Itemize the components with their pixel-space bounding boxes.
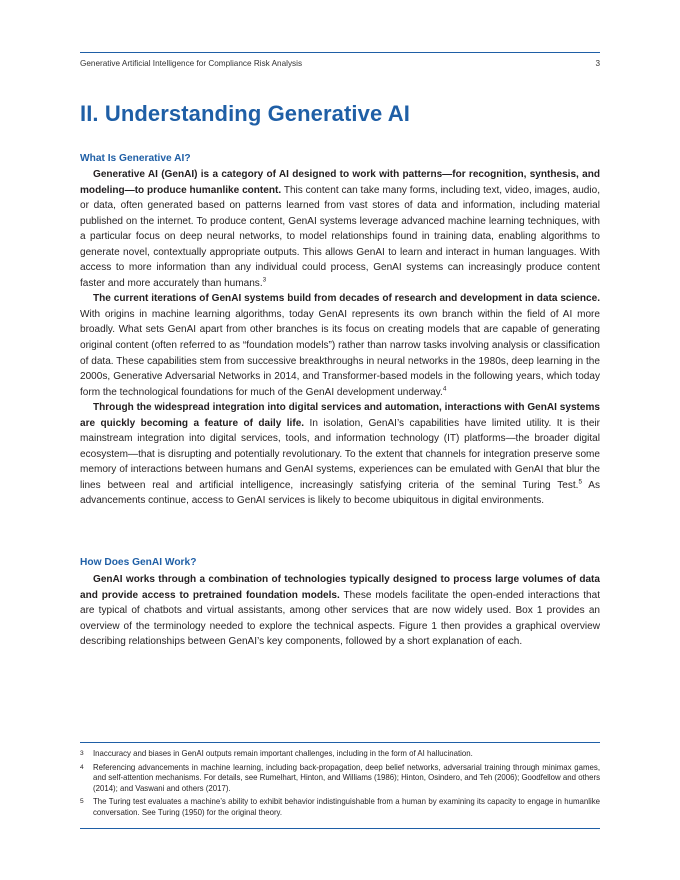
footnote-rule-top bbox=[80, 742, 600, 743]
subsection-body-how-genai-works bbox=[80, 572, 600, 650]
footnote-ref[interactable]: 3 bbox=[262, 276, 267, 284]
header-rule bbox=[80, 52, 600, 53]
footnote-ref[interactable]: 5 bbox=[578, 478, 583, 486]
paragraph bbox=[80, 167, 600, 291]
subsection-heading-how-genai-works: How Does GenAI Work? bbox=[80, 557, 197, 568]
running-header bbox=[80, 59, 600, 71]
footnote-item bbox=[80, 763, 600, 795]
footnote-text: Referencing advancements in machine learning, including back-propagation, deep belief networks, adversarial training through minimax games, and self-attention mechanisms. For details, see Rumelhart, Hinton, and Williams (1986); Hinton, Osindero, and Teh (2006); Goodfellow and others (2014); and Vaswani and others (2017). bbox=[93, 762, 600, 793]
footnote-number: 3 bbox=[80, 750, 84, 757]
footnote-ref[interactable]: 4 bbox=[442, 385, 447, 393]
section-title: II. Understanding Generative AI bbox=[80, 101, 410, 126]
footnote-text: Inaccuracy and biases in GenAI outputs remain important challenges, including in the form of AI hallucination. bbox=[93, 749, 473, 758]
footnotes bbox=[80, 749, 600, 822]
paragraph-lead: GenAI works through a combination of technologies typically designed to process large volumes of data and provide access to pretrained foundation models. bbox=[80, 574, 600, 601]
paragraph-text: With origins in machine learning algorithms, today GenAI represents its own branch within the field of AI more broadly. What sets GenAI apart from other branches is its focus on creating models that are capable of generating original content (often referred to as “foundation models”) rather than narrow tasks involving analysis or classification of data. These capabilities stem from successive breakthroughs in neural networks in the 1980s, deep learning in the 2000s, Generative Adversarial Networks in 2014, and Transformer-based models in the following years, which today form the technological foundations for much of the GenAI development underway. bbox=[80, 308, 600, 398]
footnote-item bbox=[80, 749, 600, 760]
paragraph-text: In isolation, GenAI’s capabilities have limited utility. It is their mainstream integration into digital services, tools, and information technology (IT) platforms—the broader digital ecosystem—that is disrupting and potentially revolutionary. To the extent that channels for integration preserve some memory of interactions between humans and GenAI systems, experiences can be emulated with GenAI that blur the lines between real and artificial intelligence, increasingly satisfying criteria of the seminal Turing Test. bbox=[80, 417, 601, 491]
subsection-heading-what-is-genai: What Is Generative AI? bbox=[80, 153, 191, 164]
paragraph bbox=[80, 572, 600, 650]
paragraph-text: These models facilitate the open-ended interactions that are typical of chatbots and virtual assistants, among other services that are now widely used. Box 1 provides an overview of the terminology needed to explore the technical aspects. Figure 1 then provides a graphical overview describing relationships between GenAI’s key components, followed by a short explanation of each. bbox=[80, 589, 600, 648]
paragraph-lead: Through the widespread integration into digital services and automation, interactions with GenAI systems are quickly becoming a feature of daily life. bbox=[80, 402, 600, 429]
subsection-body-what-is-genai bbox=[80, 167, 600, 509]
paragraph-lead: Generative AI (GenAI) is a category of AI designed to work with patterns—for recognition, synthesis, and modeling—to produce humanlike content. bbox=[80, 169, 600, 196]
footnote-text: The Turing test evaluates a machine’s ability to exhibit behavior indistinguishable from a human by examining its capacity to engage in humanlike conversation. See Turing (1950) for the original theory. bbox=[93, 797, 600, 817]
paragraph bbox=[80, 291, 600, 400]
footnote-number: 4 bbox=[80, 763, 84, 771]
paragraph-lead: The current iterations of GenAI systems build from decades of research and development in data science. bbox=[93, 293, 600, 305]
footnote-rule-bottom bbox=[80, 828, 600, 829]
paragraph-text: This content can take many forms, including text, video, images, audio, or data, often generated based on patterns learned from vast stores of data and information, including material published on the internet. To produce content, GenAI systems leverage advanced machine learning techniques, with a particular focus on deep neural networks, to model relationships found in training data, enabling algorithms to generate novel, contextually appropriate outputs. This allows GenAI to learn and interact in human languages. With access to more information than any individual could process, GenAI systems can increasingly produce content faster and more accurately than humans. bbox=[80, 184, 600, 289]
footnote-item bbox=[80, 797, 600, 818]
running-title: Generative Artificial Intelligence for Compliance Risk Analysis bbox=[80, 59, 303, 68]
paragraph-tail: As advancements continue, access to GenAI services is likely to become ubiquitous in digital environments. bbox=[80, 479, 600, 507]
footnote-number: 5 bbox=[80, 798, 84, 806]
page-number: 3 bbox=[595, 59, 600, 68]
paragraph bbox=[80, 400, 600, 509]
